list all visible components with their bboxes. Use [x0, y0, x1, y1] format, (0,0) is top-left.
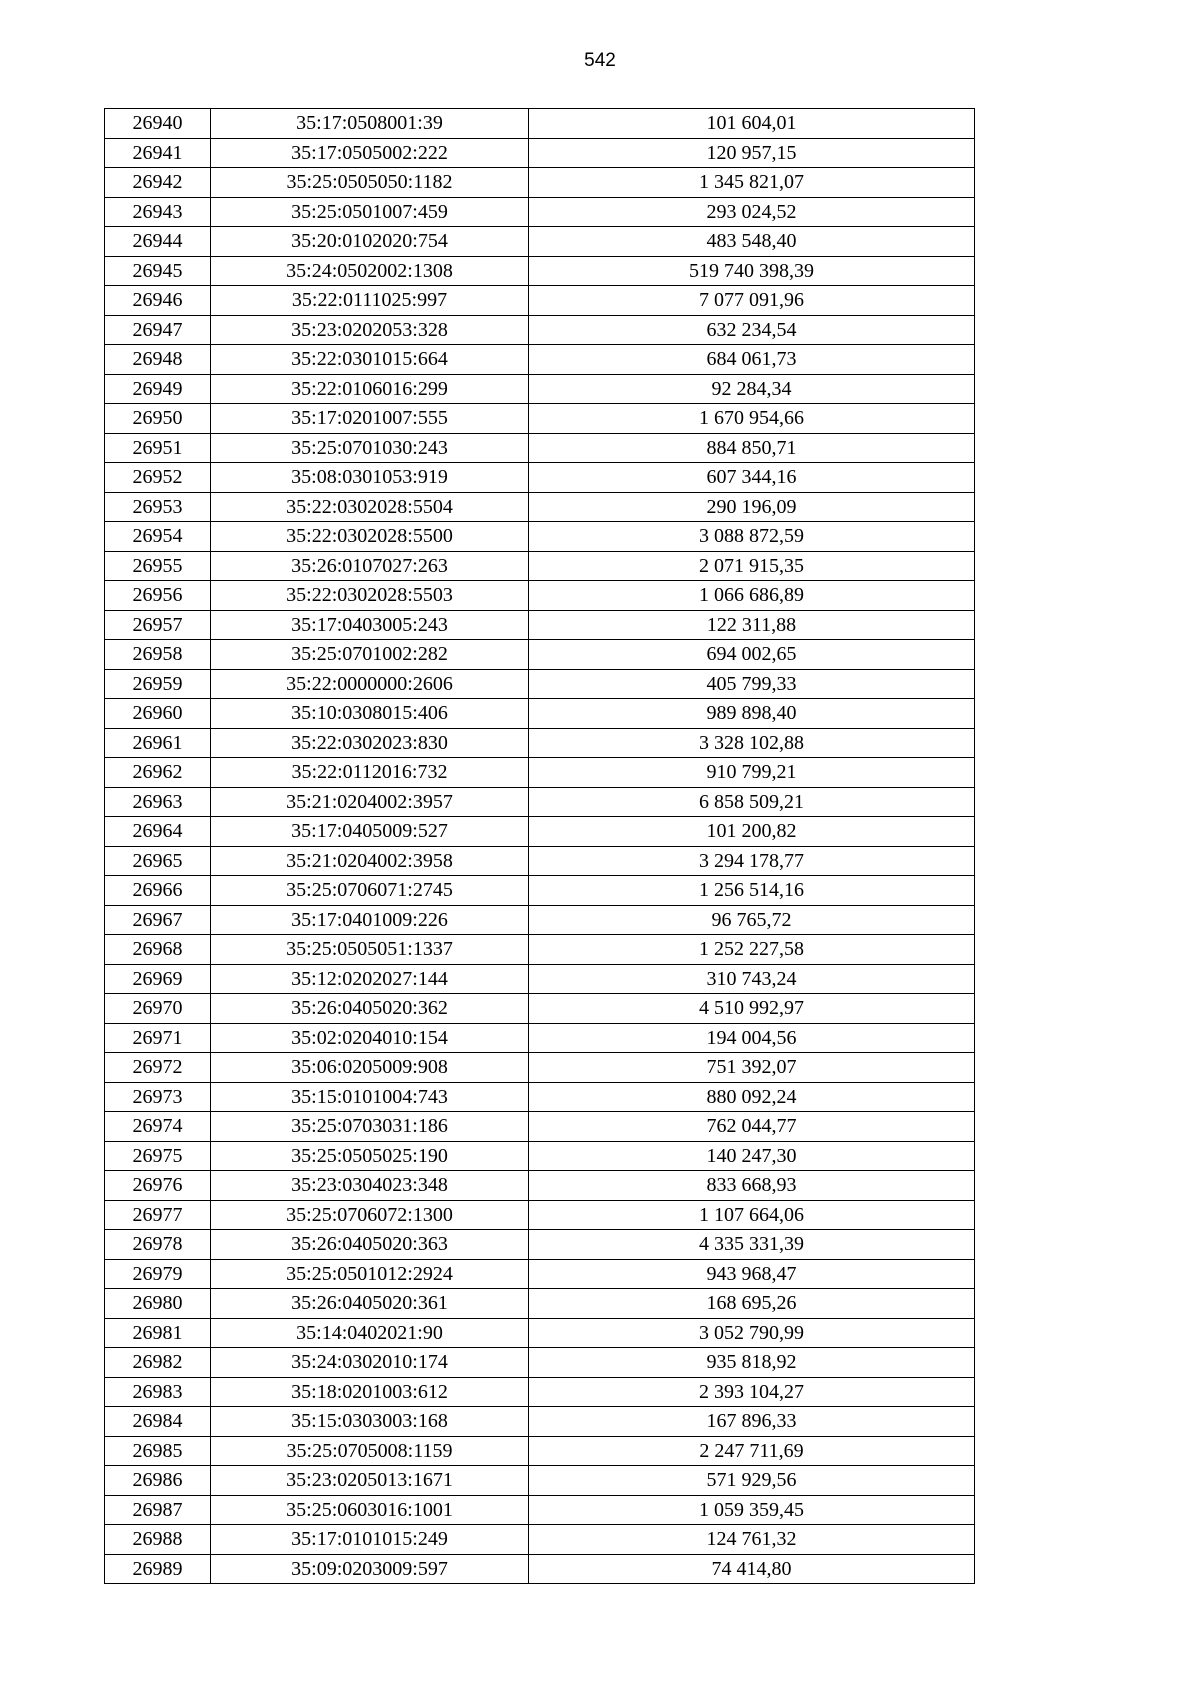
row-number-cell: 26969 [105, 964, 211, 994]
cadastral-number-cell: 35:22:0106016:299 [211, 374, 529, 404]
table-row [105, 876, 975, 906]
row-number-cell: 26943 [105, 197, 211, 227]
table-row [105, 374, 975, 404]
cadastral-number-cell: 35:15:0101004:743 [211, 1082, 529, 1112]
cadastral-value-cell: 1 059 359,45 [529, 1495, 975, 1525]
row-number-cell: 26985 [105, 1436, 211, 1466]
cadastral-value-cell: 483 548,40 [529, 227, 975, 257]
row-number-cell: 26981 [105, 1318, 211, 1348]
cadastral-value-cell: 2 393 104,27 [529, 1377, 975, 1407]
cadastral-number-cell: 35:24:0502002:1308 [211, 256, 529, 286]
row-number-cell: 26940 [105, 109, 211, 139]
row-number-cell: 26966 [105, 876, 211, 906]
row-number-cell: 26975 [105, 1141, 211, 1171]
table-row [105, 581, 975, 611]
cadastral-value-cell: 405 799,33 [529, 669, 975, 699]
cadastral-value-cell: 632 234,54 [529, 315, 975, 345]
table-row [105, 758, 975, 788]
cadastral-value-cell: 1 256 514,16 [529, 876, 975, 906]
table-row [105, 640, 975, 670]
cadastral-value-cell: 3 052 790,99 [529, 1318, 975, 1348]
cadastral-number-cell: 35:21:0204002:3958 [211, 846, 529, 876]
table-row [105, 227, 975, 257]
table-row [105, 1141, 975, 1171]
row-number-cell: 26965 [105, 846, 211, 876]
table-row [105, 433, 975, 463]
cadastral-value-cell: 519 740 398,39 [529, 256, 975, 286]
cadastral-value-cell: 762 044,77 [529, 1112, 975, 1142]
table-row [105, 994, 975, 1024]
cadastral-number-cell: 35:25:0706071:2745 [211, 876, 529, 906]
cadastral-number-cell: 35:22:0302023:830 [211, 728, 529, 758]
table-row [105, 1318, 975, 1348]
cadastral-number-cell: 35:17:0508001:39 [211, 109, 529, 139]
cadastral-number-cell: 35:26:0405020:361 [211, 1289, 529, 1319]
cadastral-number-cell: 35:17:0403005:243 [211, 610, 529, 640]
table-row [105, 1495, 975, 1525]
row-number-cell: 26955 [105, 551, 211, 581]
table-row [105, 1082, 975, 1112]
table-row [105, 1377, 975, 1407]
row-number-cell: 26947 [105, 315, 211, 345]
table-row [105, 138, 975, 168]
cadastral-number-cell: 35:23:0202053:328 [211, 315, 529, 345]
cadastral-value-cell: 3 328 102,88 [529, 728, 975, 758]
cadastral-number-cell: 35:15:0303003:168 [211, 1407, 529, 1437]
table-row [105, 699, 975, 729]
row-number-cell: 26964 [105, 817, 211, 847]
row-number-cell: 26967 [105, 905, 211, 935]
cadastral-value-cell: 935 818,92 [529, 1348, 975, 1378]
cadastral-value-cell: 607 344,16 [529, 463, 975, 493]
row-number-cell: 26952 [105, 463, 211, 493]
row-number-cell: 26962 [105, 758, 211, 788]
table-row [105, 1112, 975, 1142]
row-number-cell: 26941 [105, 138, 211, 168]
cadastral-value-cell: 92 284,34 [529, 374, 975, 404]
cadastral-number-cell: 35:25:0505050:1182 [211, 168, 529, 198]
cadastral-number-cell: 35:17:0101015:249 [211, 1525, 529, 1555]
cadastral-number-cell: 35:22:0302028:5503 [211, 581, 529, 611]
cadastral-number-cell: 35:22:0301015:664 [211, 345, 529, 375]
table-row [105, 817, 975, 847]
cadastral-number-cell: 35:17:0405009:527 [211, 817, 529, 847]
table-row [105, 1171, 975, 1201]
cadastral-value-cell: 2 247 711,69 [529, 1436, 975, 1466]
cadastral-value-cell: 168 695,26 [529, 1289, 975, 1319]
cadastral-number-cell: 35:02:0204010:154 [211, 1023, 529, 1053]
cadastral-number-cell: 35:26:0405020:363 [211, 1230, 529, 1260]
table-row [105, 551, 975, 581]
cadastral-number-cell: 35:20:0102020:754 [211, 227, 529, 257]
cadastral-number-cell: 35:14:0402021:90 [211, 1318, 529, 1348]
cadastral-number-cell: 35:23:0205013:1671 [211, 1466, 529, 1496]
row-number-cell: 26942 [105, 168, 211, 198]
row-number-cell: 26945 [105, 256, 211, 286]
cadastral-number-cell: 35:25:0501012:2924 [211, 1259, 529, 1289]
table-row [105, 1436, 975, 1466]
cadastral-value-cell: 2 071 915,35 [529, 551, 975, 581]
row-number-cell: 26978 [105, 1230, 211, 1260]
row-number-cell: 26963 [105, 787, 211, 817]
table-row [105, 610, 975, 640]
table-row [105, 1023, 975, 1053]
cadastral-value-cell: 140 247,30 [529, 1141, 975, 1171]
table-row [105, 1200, 975, 1230]
row-number-cell: 26951 [105, 433, 211, 463]
cadastral-value-cell: 96 765,72 [529, 905, 975, 935]
table-row [105, 669, 975, 699]
cadastral-value-cell: 694 002,65 [529, 640, 975, 670]
cadastral-value-cell: 290 196,09 [529, 492, 975, 522]
cadastral-value-cell: 7 077 091,96 [529, 286, 975, 316]
table-row [105, 315, 975, 345]
cadastral-value-cell: 124 761,32 [529, 1525, 975, 1555]
cadastral-number-cell: 35:25:0603016:1001 [211, 1495, 529, 1525]
cadastral-value-cell: 1 345 821,07 [529, 168, 975, 198]
cadastral-value-cell: 989 898,40 [529, 699, 975, 729]
cadastral-value-cell: 120 957,15 [529, 138, 975, 168]
row-number-cell: 26961 [105, 728, 211, 758]
table-row [105, 905, 975, 935]
table-row [105, 1230, 975, 1260]
table-row [105, 964, 975, 994]
row-number-cell: 26950 [105, 404, 211, 434]
cadastral-number-cell: 35:25:0701002:282 [211, 640, 529, 670]
row-number-cell: 26960 [105, 699, 211, 729]
row-number-cell: 26948 [105, 345, 211, 375]
table-row [105, 728, 975, 758]
row-number-cell: 26946 [105, 286, 211, 316]
row-number-cell: 26984 [105, 1407, 211, 1437]
table-row [105, 1525, 975, 1555]
cadastral-number-cell: 35:17:0401009:226 [211, 905, 529, 935]
cadastral-number-cell: 35:08:0301053:919 [211, 463, 529, 493]
cadastral-value-cell: 167 896,33 [529, 1407, 975, 1437]
row-number-cell: 26989 [105, 1554, 211, 1584]
cadastral-number-cell: 35:25:0706072:1300 [211, 1200, 529, 1230]
row-number-cell: 26973 [105, 1082, 211, 1112]
row-number-cell: 26953 [105, 492, 211, 522]
cadastral-number-cell: 35:26:0107027:263 [211, 551, 529, 581]
table-row [105, 109, 975, 139]
cadastral-value-cell: 3 088 872,59 [529, 522, 975, 552]
table-row [105, 787, 975, 817]
table-row [105, 492, 975, 522]
row-number-cell: 26988 [105, 1525, 211, 1555]
table-row [105, 1289, 975, 1319]
table-row [105, 286, 975, 316]
cadastral-value-cell: 194 004,56 [529, 1023, 975, 1053]
row-number-cell: 26971 [105, 1023, 211, 1053]
cadastral-value-cell: 884 850,71 [529, 433, 975, 463]
table-row [105, 846, 975, 876]
row-number-cell: 26957 [105, 610, 211, 640]
row-number-cell: 26954 [105, 522, 211, 552]
row-number-cell: 26959 [105, 669, 211, 699]
row-number-cell: 26983 [105, 1377, 211, 1407]
row-number-cell: 26944 [105, 227, 211, 257]
cadastral-value-cell: 293 024,52 [529, 197, 975, 227]
cadastral-number-cell: 35:25:0505025:190 [211, 1141, 529, 1171]
cadastral-number-cell: 35:25:0701030:243 [211, 433, 529, 463]
row-number-cell: 26970 [105, 994, 211, 1024]
cadastral-value-cell: 310 743,24 [529, 964, 975, 994]
cadastral-value-cell: 1 107 664,06 [529, 1200, 975, 1230]
cadastral-value-cell: 571 929,56 [529, 1466, 975, 1496]
cadastral-value-cell: 6 858 509,21 [529, 787, 975, 817]
table-row [105, 1259, 975, 1289]
table-row [105, 345, 975, 375]
cadastral-value-cell: 74 414,80 [529, 1554, 975, 1584]
table-body [105, 109, 975, 1584]
row-number-cell: 26982 [105, 1348, 211, 1378]
cadastral-number-cell: 35:22:0000000:2606 [211, 669, 529, 699]
cadastral-value-table [104, 108, 975, 1584]
table-row [105, 935, 975, 965]
row-number-cell: 26977 [105, 1200, 211, 1230]
cadastral-value-cell: 1 670 954,66 [529, 404, 975, 434]
cadastral-value-cell: 4 510 992,97 [529, 994, 975, 1024]
row-number-cell: 26986 [105, 1466, 211, 1496]
cadastral-number-cell: 35:12:0202027:144 [211, 964, 529, 994]
cadastral-number-cell: 35:22:0302028:5500 [211, 522, 529, 552]
cadastral-number-cell: 35:24:0302010:174 [211, 1348, 529, 1378]
cadastral-number-cell: 35:06:0205009:908 [211, 1053, 529, 1083]
cadastral-value-cell: 751 392,07 [529, 1053, 975, 1083]
cadastral-number-cell: 35:22:0111025:997 [211, 286, 529, 316]
cadastral-number-cell: 35:23:0304023:348 [211, 1171, 529, 1201]
cadastral-number-cell: 35:10:0308015:406 [211, 699, 529, 729]
cadastral-number-cell: 35:21:0204002:3957 [211, 787, 529, 817]
cadastral-value-cell: 833 668,93 [529, 1171, 975, 1201]
row-number-cell: 26972 [105, 1053, 211, 1083]
table-row [105, 197, 975, 227]
table-row [105, 1554, 975, 1584]
table-row [105, 1053, 975, 1083]
row-number-cell: 26968 [105, 935, 211, 965]
row-number-cell: 26979 [105, 1259, 211, 1289]
row-number-cell: 26976 [105, 1171, 211, 1201]
table-row [105, 404, 975, 434]
cadastral-number-cell: 35:22:0302028:5504 [211, 492, 529, 522]
row-number-cell: 26949 [105, 374, 211, 404]
table-row [105, 1407, 975, 1437]
cadastral-value-cell: 3 294 178,77 [529, 846, 975, 876]
row-number-cell: 26974 [105, 1112, 211, 1142]
row-number-cell: 26956 [105, 581, 211, 611]
cadastral-number-cell: 35:25:0705008:1159 [211, 1436, 529, 1466]
cadastral-value-cell: 122 311,88 [529, 610, 975, 640]
cadastral-number-cell: 35:25:0505051:1337 [211, 935, 529, 965]
table-row [105, 1348, 975, 1378]
row-number-cell: 26980 [105, 1289, 211, 1319]
cadastral-value-cell: 684 061,73 [529, 345, 975, 375]
cadastral-value-cell: 1 252 227,58 [529, 935, 975, 965]
page-number: 542 [584, 50, 616, 71]
cadastral-value-cell: 101 604,01 [529, 109, 975, 139]
cadastral-value-cell: 4 335 331,39 [529, 1230, 975, 1260]
cadastral-value-cell: 101 200,82 [529, 817, 975, 847]
table-row [105, 522, 975, 552]
cadastral-value-cell: 910 799,21 [529, 758, 975, 788]
cadastral-number-cell: 35:09:0203009:597 [211, 1554, 529, 1584]
cadastral-number-cell: 35:17:0201007:555 [211, 404, 529, 434]
cadastral-number-cell: 35:26:0405020:362 [211, 994, 529, 1024]
table-row [105, 256, 975, 286]
cadastral-value-cell: 943 968,47 [529, 1259, 975, 1289]
row-number-cell: 26987 [105, 1495, 211, 1525]
cadastral-value-cell: 880 092,24 [529, 1082, 975, 1112]
cadastral-number-cell: 35:25:0703031:186 [211, 1112, 529, 1142]
cadastral-number-cell: 35:25:0501007:459 [211, 197, 529, 227]
cadastral-number-cell: 35:22:0112016:732 [211, 758, 529, 788]
table-row [105, 1466, 975, 1496]
cadastral-value-cell: 1 066 686,89 [529, 581, 975, 611]
table-row [105, 463, 975, 493]
row-number-cell: 26958 [105, 640, 211, 670]
cadastral-number-cell: 35:18:0201003:612 [211, 1377, 529, 1407]
cadastral-number-cell: 35:17:0505002:222 [211, 138, 529, 168]
table-row [105, 168, 975, 198]
